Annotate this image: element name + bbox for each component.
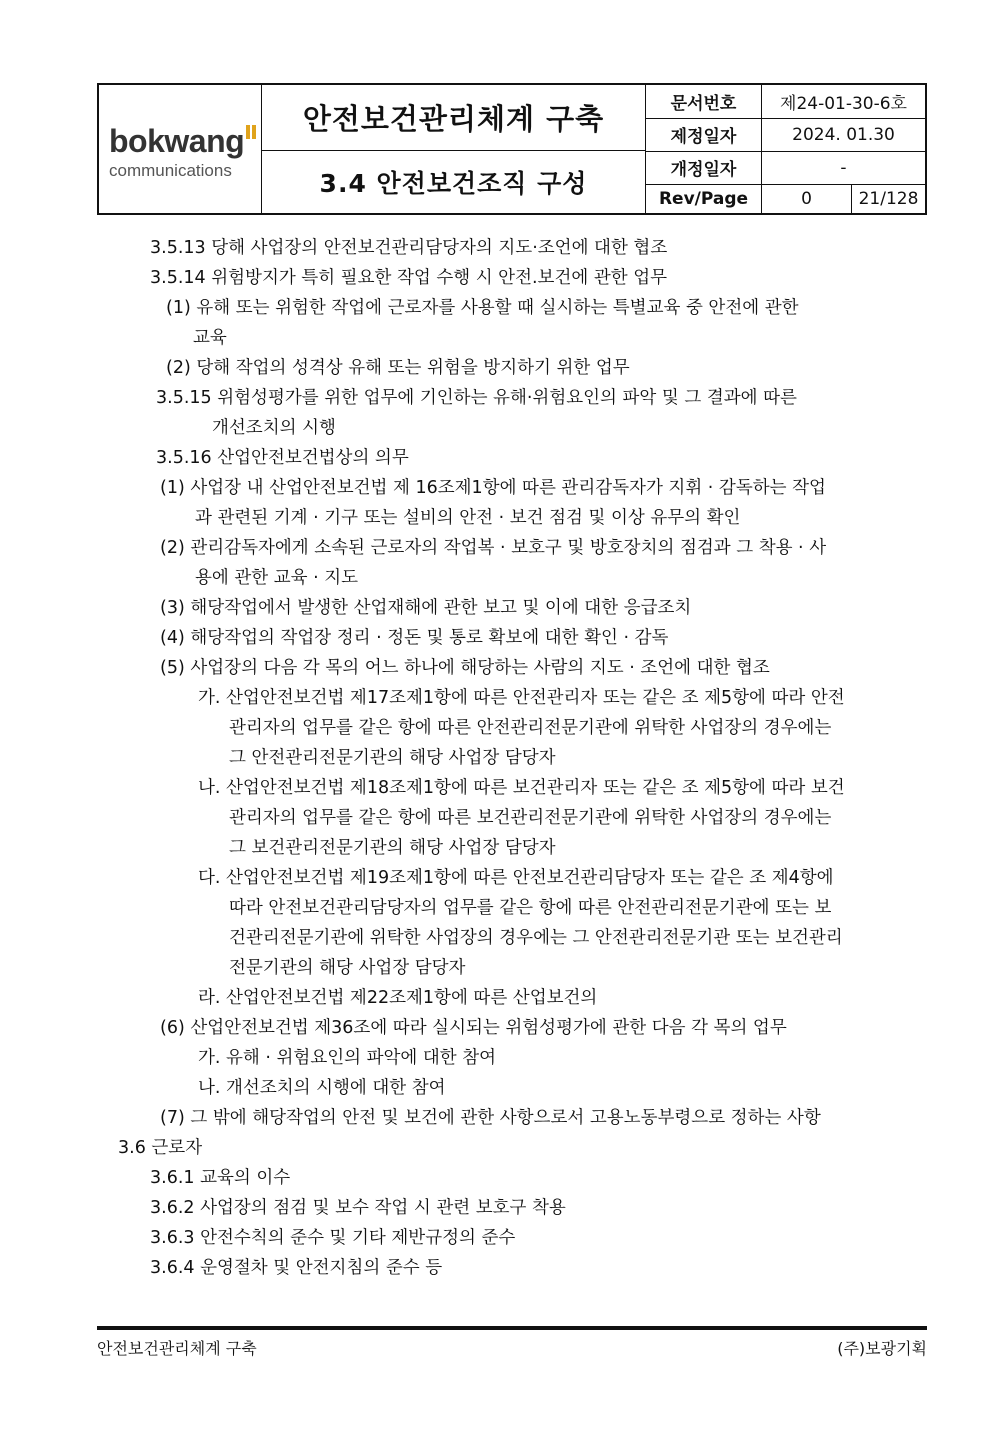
meta-row-rev-page bbox=[646, 184, 925, 213]
body-line: 용에 관한 교육 · 지도 bbox=[195, 568, 359, 588]
enact-label: 제정일자 bbox=[646, 118, 762, 151]
company-logo bbox=[99, 85, 262, 213]
body-line: (1) 유해 또는 위험한 작업에 근로자를 사용할 때 실시하는 특별교육 중 안전에 관한 bbox=[166, 298, 799, 318]
footer-right: (주)보광기획 bbox=[837, 1339, 927, 1358]
section-title: 3.4 안전보건조직 구성 bbox=[262, 151, 646, 213]
body-line: 전문기관의 해당 사업장 담당자 bbox=[229, 958, 466, 978]
body-line: 따라 안전보건관리담당자의 업무를 같은 항에 따른 안전관리전문기관에 또는 보 bbox=[229, 898, 832, 918]
body-line: 3.6 근로자 bbox=[118, 1138, 203, 1158]
body-line: 3.5.15 위험성평가를 위한 업무에 기인하는 유해·위험요인의 파악 및 그 결과에 따른 bbox=[156, 388, 797, 408]
body-line: (6) 산업안전보건법 제36조에 따라 실시되는 위험성평가에 관한 다음 각 목의 업무 bbox=[160, 1018, 787, 1038]
body-line: 나. 산업안전보건법 제18조제1항에 따른 보건관리자 또는 같은 조 제5항에 따라 보건 bbox=[198, 778, 845, 798]
body-line: 그 안전관리전문기관의 해당 사업장 담당자 bbox=[229, 748, 556, 768]
footer-rule bbox=[97, 1326, 927, 1330]
body-line: 관리자의 업무를 같은 항에 따른 안전관리전문기관에 위탁한 사업장의 경우에는 bbox=[229, 718, 832, 738]
body-line: 관리자의 업무를 같은 항에 따른 보건관리전문기관에 위탁한 사업장의 경우에는 bbox=[229, 808, 832, 828]
body-line: (7) 그 밖에 해당작업의 안전 및 보건에 관한 사항으로서 고용노동부령으로 정하는 사항 bbox=[160, 1108, 821, 1128]
body-line: 3.6.3 안전수칙의 준수 및 기타 제반규정의 준수 bbox=[150, 1228, 516, 1248]
body-line: 3.5.14 위험방지가 특히 필요한 작업 수행 시 안전.보건에 관한 업무 bbox=[150, 268, 668, 288]
rev-value: 0 bbox=[762, 184, 852, 213]
body-line: 건관리전문기관에 위탁한 사업장의 경우에는 그 안전관리전문기관 또는 보건관리 bbox=[229, 928, 843, 948]
revise-label: 개정일자 bbox=[646, 151, 762, 184]
logo-brand: bokwang bbox=[109, 123, 245, 159]
enact-value: 2024. 01.30 bbox=[792, 124, 895, 145]
body-line: (5) 사업장의 다음 각 목의 어느 하나에 해당하는 사람의 지도 · 조언에 대한 협조 bbox=[160, 658, 770, 678]
body-line: 3.5.13 당해 사업장의 안전보건관리담당자의 지도·조언에 대한 협조 bbox=[150, 238, 668, 258]
document-header-table bbox=[97, 83, 927, 215]
body-line: 다. 산업안전보건법 제19조제1항에 따른 안전보건관리담당자 또는 같은 조 제4항에 bbox=[198, 868, 834, 888]
body-line: (2) 관리감독자에게 소속된 근로자의 작업복 · 보호구 및 방호장치의 점검과 그 착용 · 사 bbox=[160, 538, 827, 558]
body-line: (1) 사업장 내 산업안전보건법 제 16조제1항에 따른 관리감독자가 지휘 · 감독하는 작업 bbox=[160, 478, 826, 498]
body-line: 가. 산업안전보건법 제17조제1항에 따른 안전관리자 또는 같은 조 제5항에 따라 안전 bbox=[198, 688, 845, 708]
page-value: 21/128 bbox=[858, 188, 919, 209]
doc-no-value: 제24-01-30-6호 bbox=[780, 94, 907, 114]
meta-row-enact bbox=[646, 118, 925, 152]
body-line: 3.6.4 운영절차 및 안전지침의 준수 등 bbox=[150, 1258, 443, 1278]
body-line: 개선조치의 시행 bbox=[212, 418, 336, 438]
body-line: (3) 해당작업에서 발생한 산업재해에 관한 보고 및 이에 대한 응급조치 bbox=[160, 598, 692, 618]
meta-row-doc-no bbox=[646, 85, 925, 119]
body-line: 가. 유해 · 위험요인의 파악에 대한 참여 bbox=[198, 1048, 497, 1068]
doc-no-label: 문서번호 bbox=[646, 85, 762, 118]
document-title: 안전보건관리체계 구축 bbox=[262, 85, 646, 151]
body-line: 과 관련된 기계 · 기구 또는 설비의 안전 · 보건 점검 및 이상 유무의 확인 bbox=[195, 508, 741, 528]
meta-row-revise bbox=[646, 151, 925, 185]
logo-subtext: communications bbox=[109, 161, 232, 180]
rev-page-label: Rev/Page bbox=[646, 184, 762, 213]
body-line: 3.6.1 교육의 이수 bbox=[150, 1168, 291, 1188]
body-line: 교육 bbox=[193, 328, 227, 348]
revise-value: - bbox=[840, 157, 847, 178]
body-line: 나. 개선조치의 시행에 대한 참여 bbox=[198, 1078, 446, 1098]
body-line: 라. 산업안전보건법 제22조제1항에 따른 산업보건의 bbox=[198, 988, 598, 1008]
footer-left: 안전보건관리체계 구축 bbox=[97, 1339, 257, 1358]
body-line: (4) 해당작업의 작업장 정리 · 정돈 및 통로 확보에 대한 확인 · 감독 bbox=[160, 628, 669, 648]
body-line: 3.5.16 산업안전보건법상의 의무 bbox=[156, 448, 409, 468]
body-line: 3.6.2 사업장의 점검 및 보수 작업 시 관련 보호구 착용 bbox=[150, 1198, 566, 1218]
body-line: (2) 당해 작업의 성격상 유해 또는 위험을 방지하기 위한 업무 bbox=[166, 358, 630, 378]
body-line: 그 보건관리전문기관의 해당 사업장 담당자 bbox=[229, 838, 556, 858]
